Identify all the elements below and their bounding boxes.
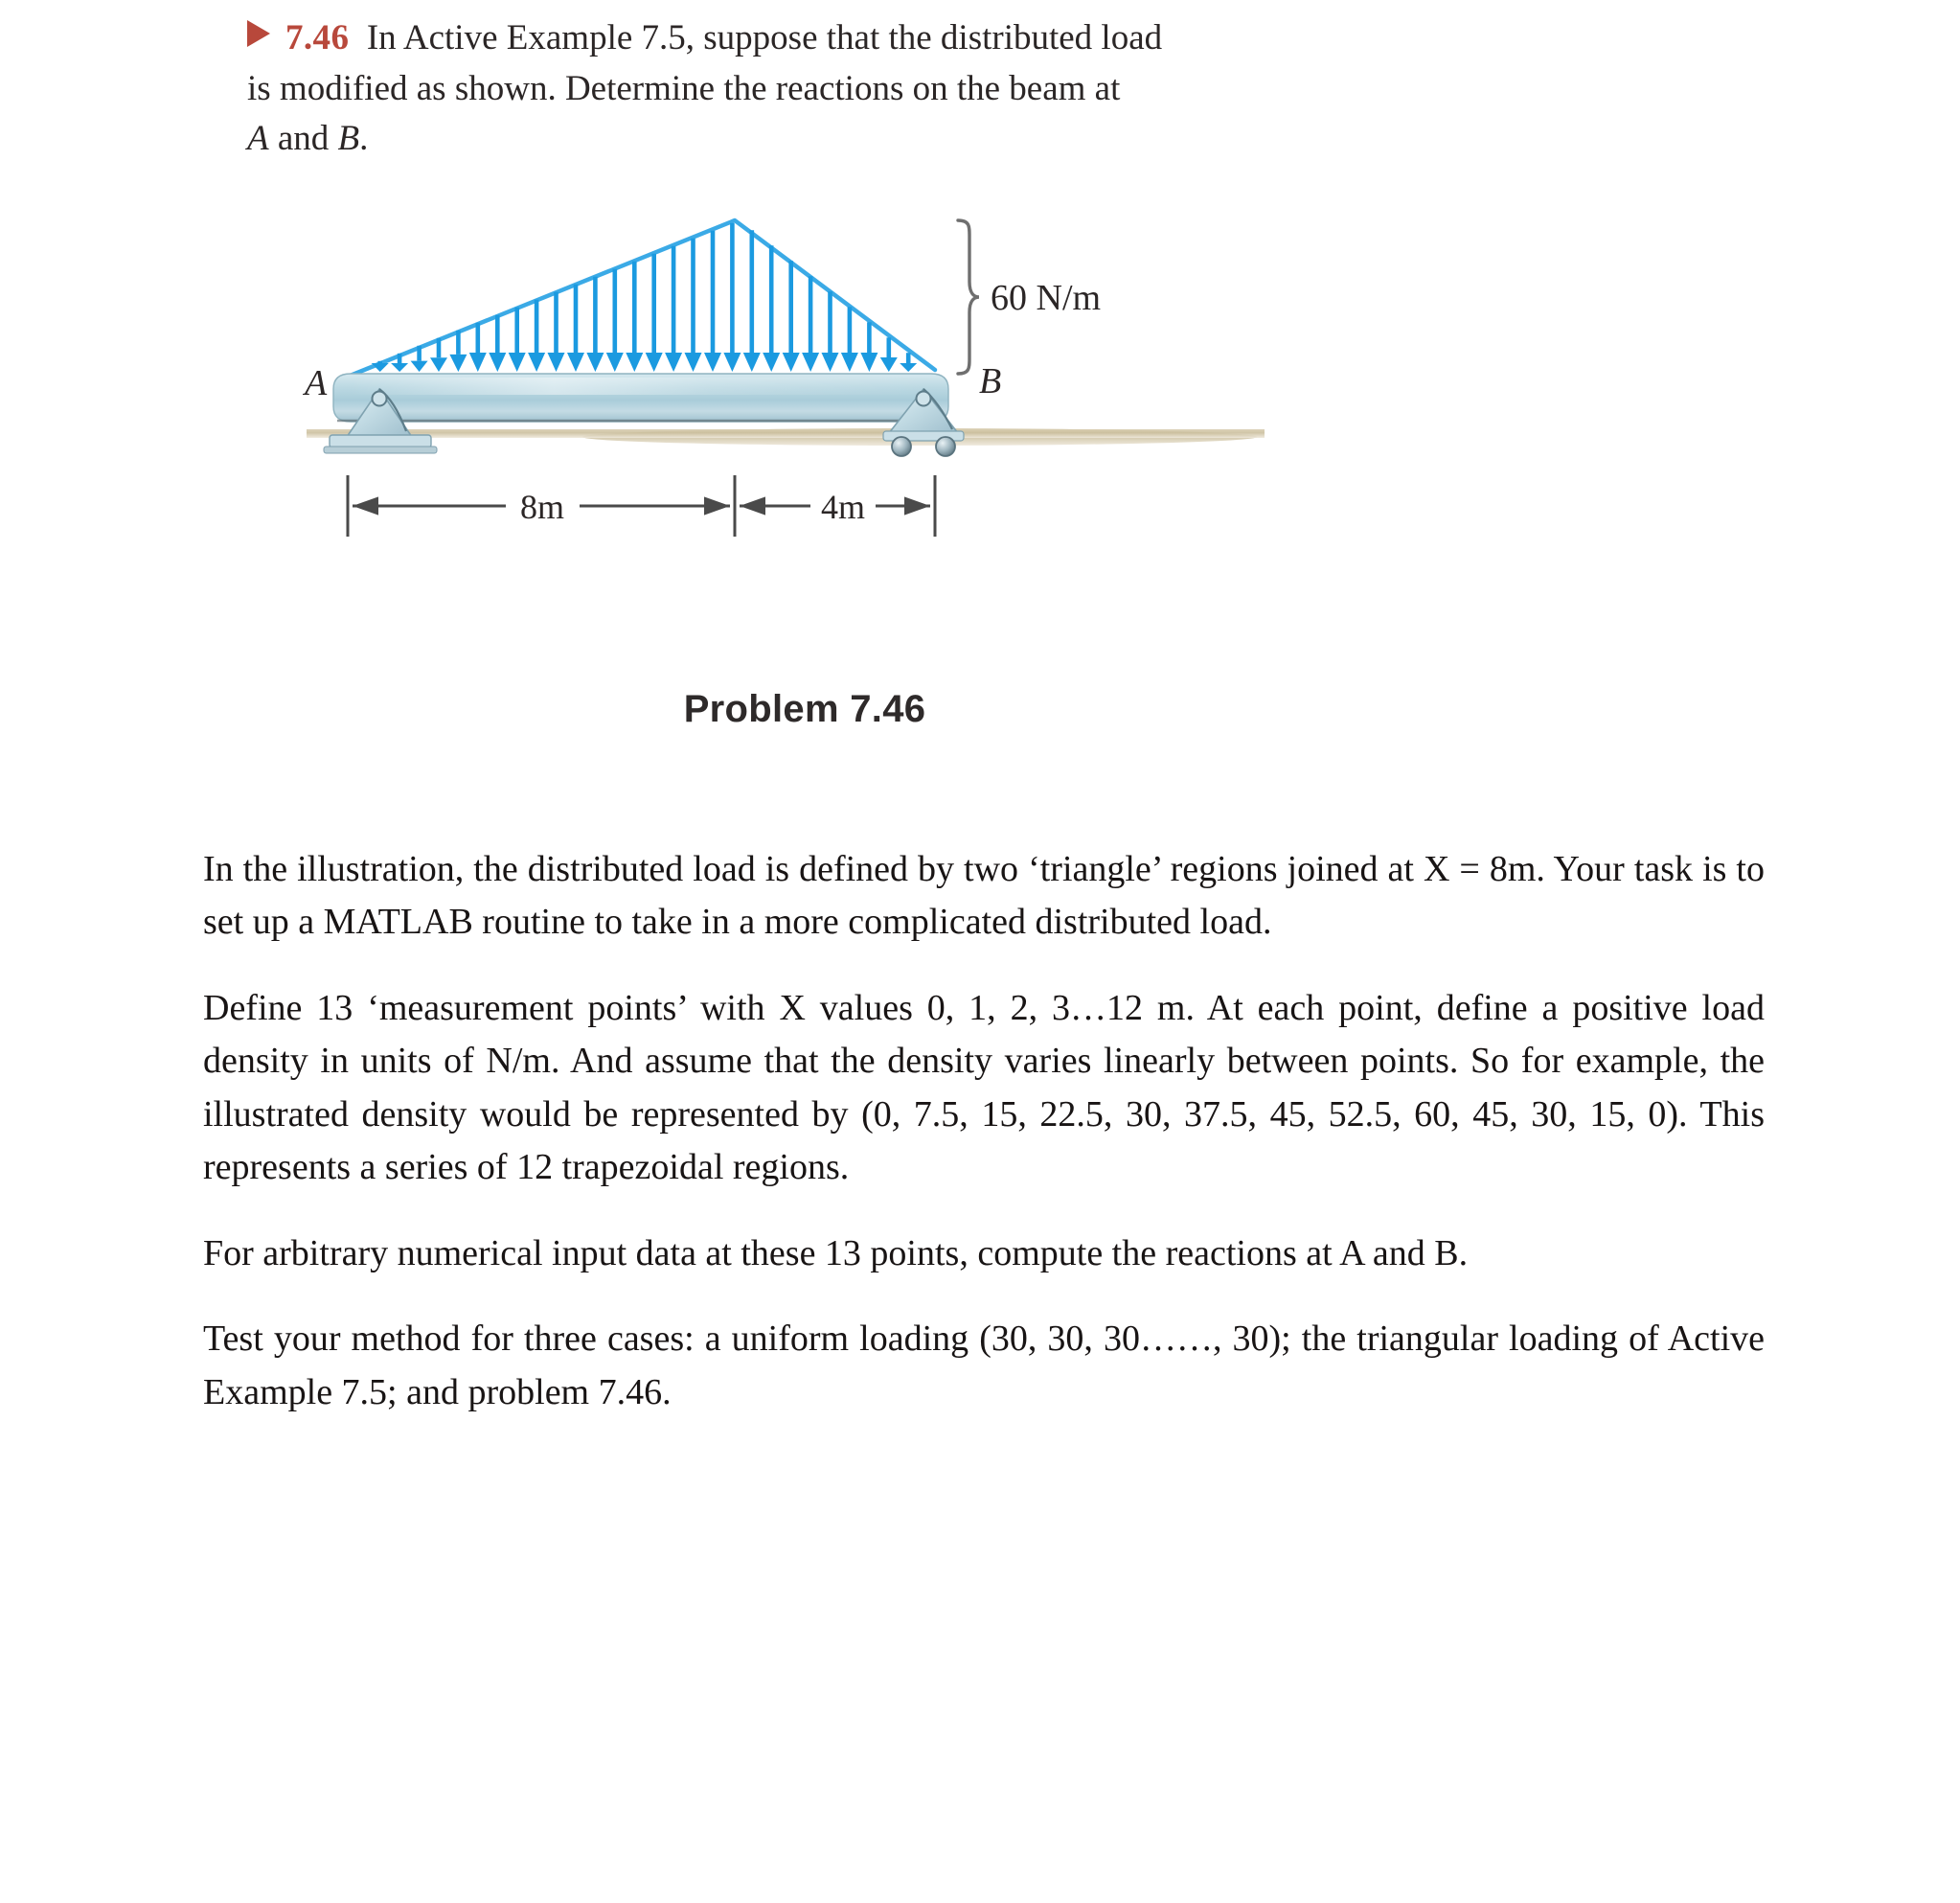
conjunction-and: and xyxy=(268,119,338,159)
load-arrow-head xyxy=(548,353,565,372)
ground-strip xyxy=(307,428,1265,446)
load-magnitude-label: 60 N/m xyxy=(991,278,1102,318)
problem-text-line-1: In Active Example 7.5, suppose that the distributed load xyxy=(366,18,1163,57)
load-arrow-head xyxy=(430,357,447,372)
load-magnitude-brace xyxy=(958,220,979,374)
period: . xyxy=(359,119,369,159)
right-triangle-marker-icon xyxy=(247,20,270,47)
point-b-ref: B xyxy=(337,119,360,159)
figure-caption: Problem 7.46 xyxy=(683,688,926,730)
load-arrow-head xyxy=(704,353,721,372)
problem-line-2 xyxy=(247,64,1607,115)
problem-line-3 xyxy=(247,114,1607,165)
load-arrow-head xyxy=(900,363,917,372)
load-arrow-head xyxy=(743,353,761,372)
load-arrow-head xyxy=(586,353,604,372)
load-arrow-head xyxy=(665,353,682,372)
load-arrow-head xyxy=(509,353,526,372)
label-b: B xyxy=(979,361,1002,401)
load-arrow-head xyxy=(469,353,487,372)
load-arrow-head xyxy=(626,353,643,372)
body-paragraph-4: Test your method for three cases: a uniform loading (30, 30, 30……, 30); the triangular loading of Active Example 7.5; and problem 7.46. xyxy=(203,1318,1765,1412)
load-arrow-head xyxy=(723,353,741,372)
problem-body xyxy=(203,843,1765,1419)
dimension-label-8m: 8m xyxy=(519,488,565,526)
problem-line-1 xyxy=(247,13,1607,64)
load-arrow-head xyxy=(528,353,545,372)
label-a: A xyxy=(305,363,328,403)
load-arrow-head xyxy=(783,353,800,372)
problem-statement xyxy=(247,13,1607,165)
load-arrow-head xyxy=(391,363,408,372)
load-arrow-head xyxy=(606,353,624,372)
point-a-ref: A xyxy=(247,119,269,159)
load-arrow-head xyxy=(411,361,428,372)
load-arrow-head xyxy=(567,353,584,372)
load-arrow-head xyxy=(841,353,858,372)
body-paragraph-3: For arbitrary numerical input data at these 13 points, compute the reactions at A and B. xyxy=(203,1232,1469,1273)
load-arrow-head xyxy=(685,353,702,372)
dimension-label-4m: 4m xyxy=(820,488,866,526)
load-arrow-head xyxy=(449,355,467,372)
body-paragraph-2: Define 13 ‘measurement points’ with X values 0, 1, 2, 3…12 m. At each point, define a positive load density in units of N/m. And assume that the density varies linearly between points. So for example, the illustrated density would be represented by (0, 7.5, 15, 22.5, 30, 37.5, 45, 52.5, 60, 45, 30, 15, 0). This represents a series of 12 trapezoidal regions. xyxy=(203,987,1765,1188)
body-paragraph-1: In the illustration, the distributed load is defined by two ‘triangle’ regions joined at X = 8m. Your task is to set up a MATLAB routine to take in a more complicated distributed load. xyxy=(203,849,1765,943)
load-arrow-head xyxy=(489,353,506,372)
load-arrow-head xyxy=(802,353,819,372)
beam xyxy=(333,374,948,422)
load-arrow-head xyxy=(646,353,663,372)
load-arrow-head xyxy=(763,353,780,372)
load-arrow-head xyxy=(822,353,839,372)
problem-text-line-2: is modified as shown. Determine the reactions on the beam at xyxy=(247,68,1121,108)
problem-number: 7.46 xyxy=(285,18,350,57)
load-arrow-head xyxy=(880,357,898,372)
load-arrow-head xyxy=(860,353,877,372)
